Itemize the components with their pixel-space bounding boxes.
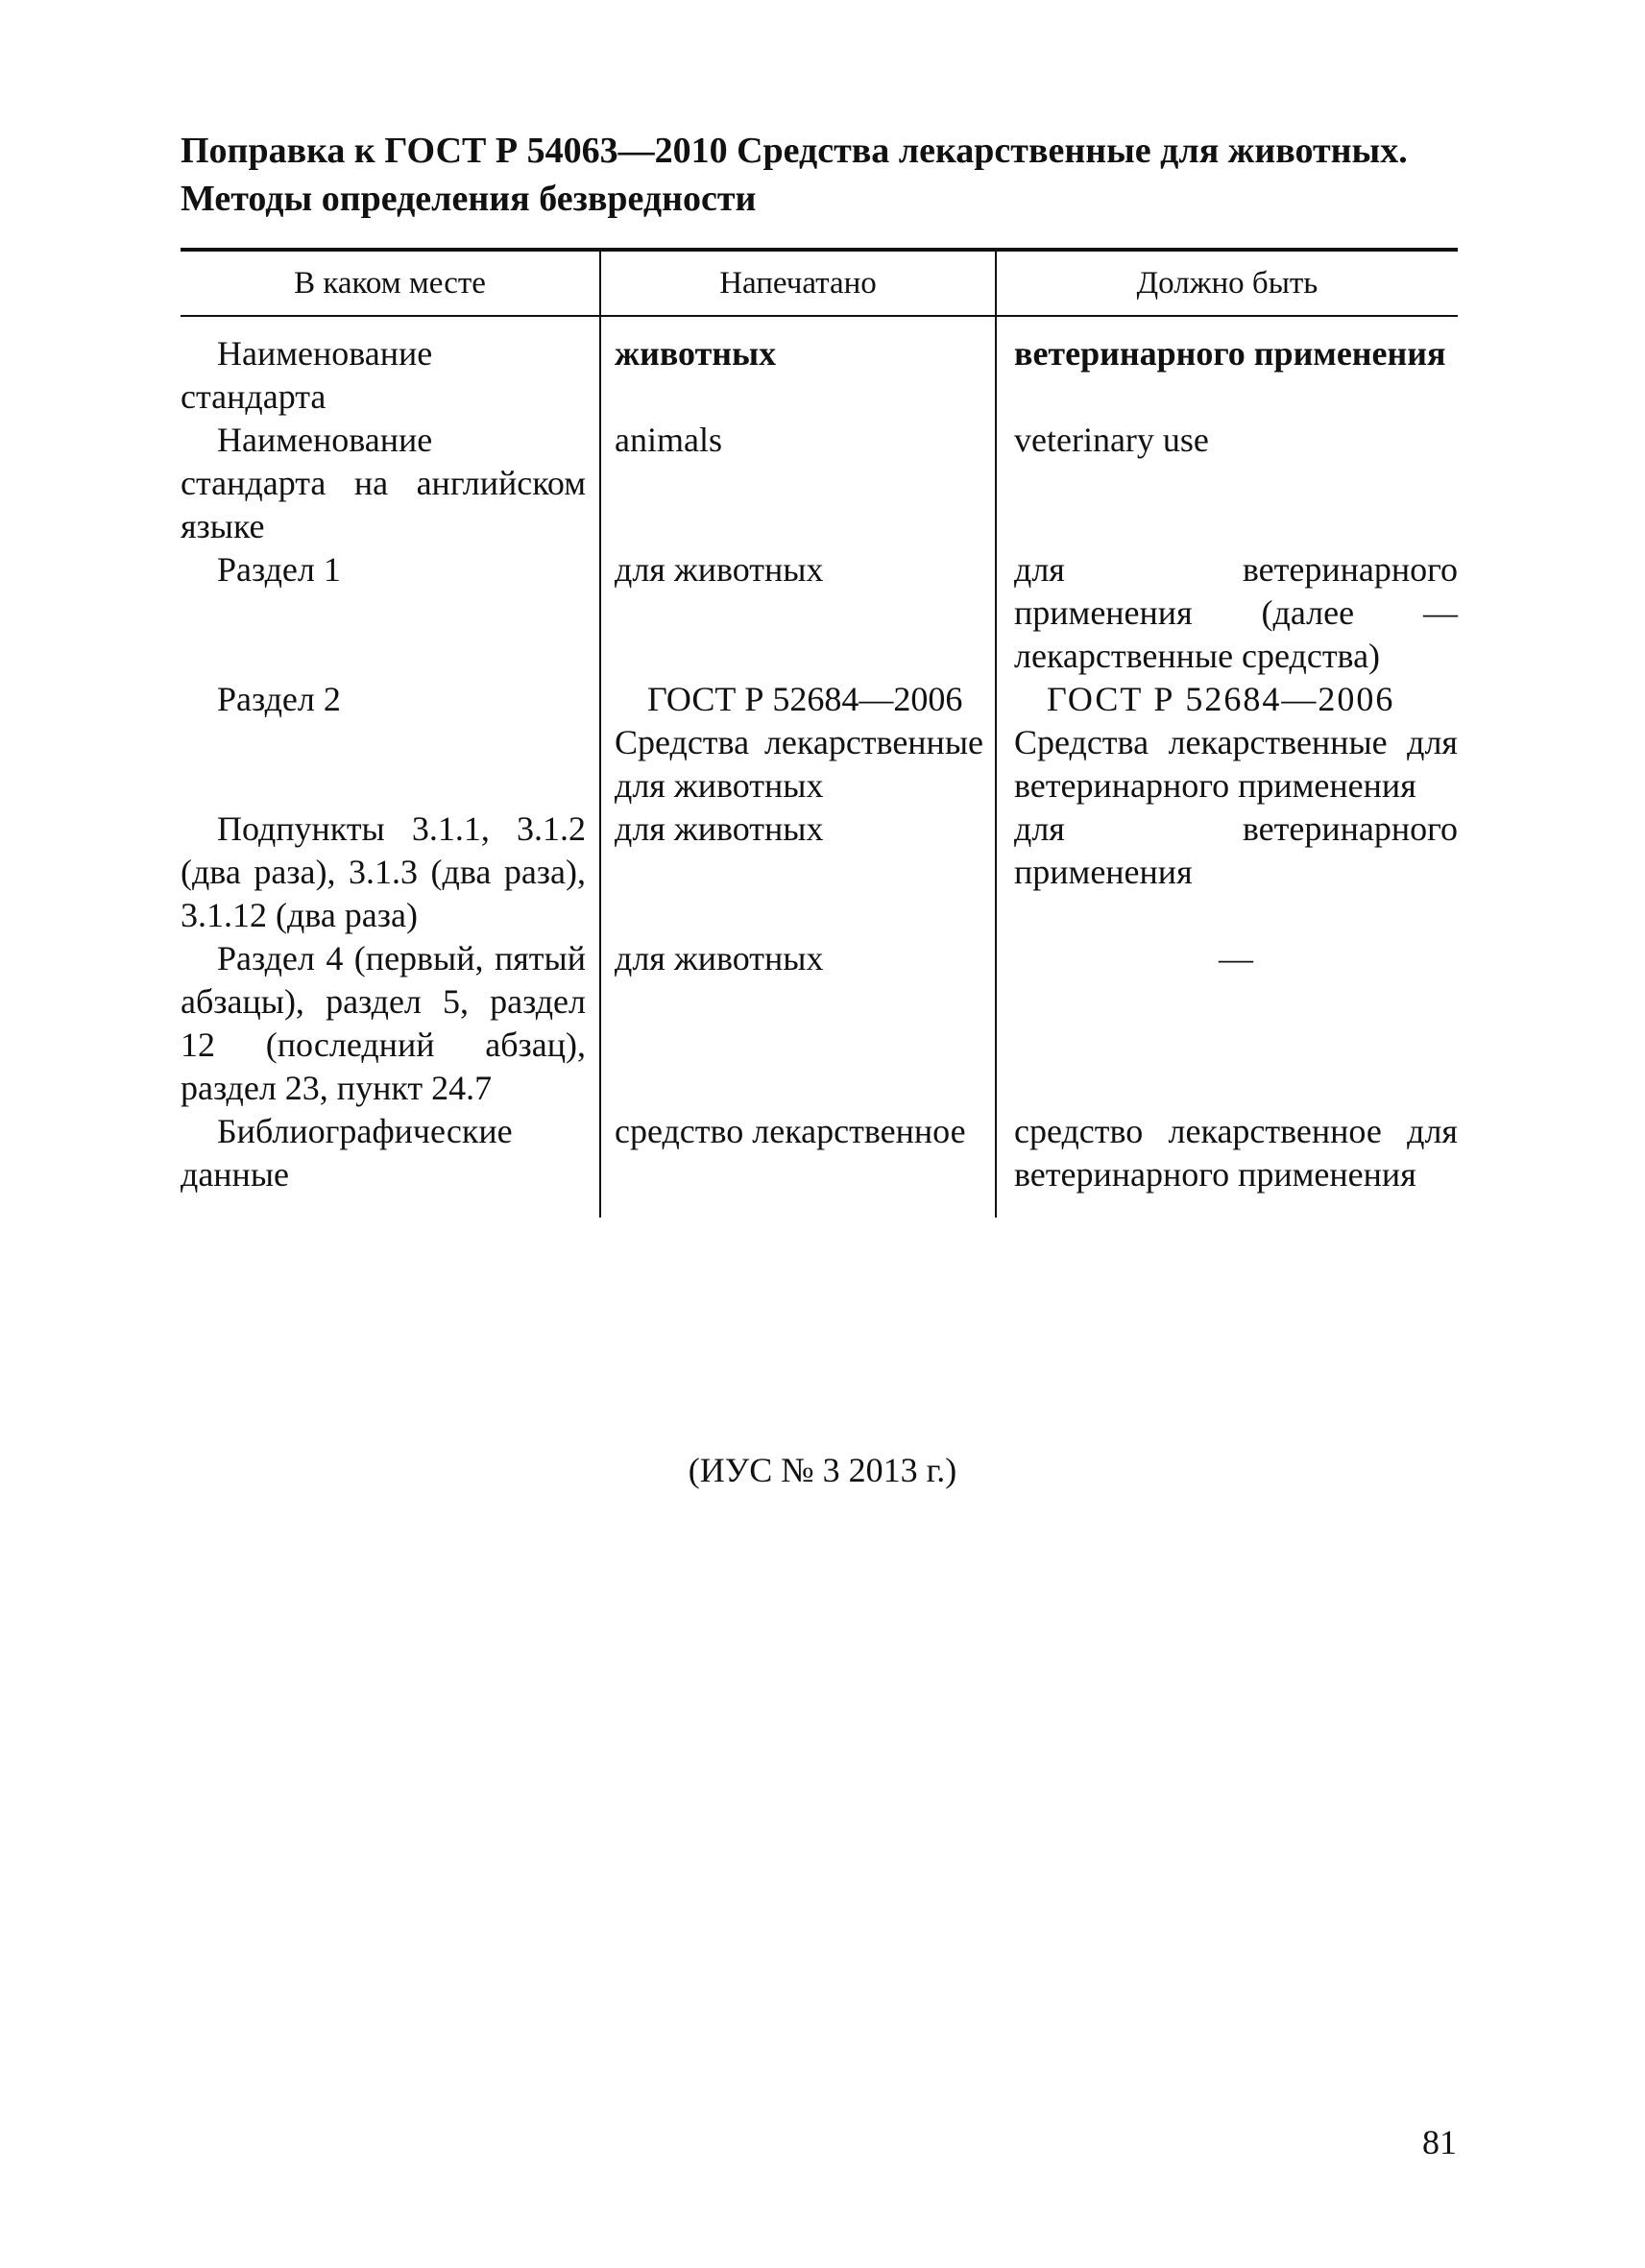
should-be-cell: ветеринарного применения xyxy=(996,316,1458,419)
table-row xyxy=(181,678,1458,808)
place-cell: Раздел 1 xyxy=(217,550,341,589)
should-be-cell xyxy=(996,678,1458,808)
title-line-2: Методы определения безвредности xyxy=(181,179,757,219)
should-be-cell: средство лекарственное для ветеринарного применения xyxy=(996,1110,1458,1218)
table-row xyxy=(181,808,1458,937)
place-cell: Раздел 2 xyxy=(217,680,341,718)
printed-standard-ref: ГОСТ Р 52684—2006 xyxy=(647,680,963,718)
printed-cell: animals xyxy=(600,419,996,548)
should-be-standard-name: Средства лекарственные для ветеринарного применения xyxy=(1014,723,1458,805)
table-row xyxy=(181,937,1458,1110)
column-header-place: В каком месте xyxy=(181,250,600,316)
printed-cell: для животных xyxy=(600,548,996,678)
should-be-cell: для ветеринарного применения xyxy=(996,808,1458,937)
page-number: 81 xyxy=(1422,2123,1457,2161)
place-cell: Библиографические данные xyxy=(181,1112,513,1194)
table-row xyxy=(181,316,1458,419)
should-be-cell: для ветеринарного применения (далее — лекарственные средства) xyxy=(996,548,1458,678)
place-cell: Наименование стандарта xyxy=(181,334,433,416)
should-be-standard-ref: ГОСТ Р 52684—2006 xyxy=(1047,680,1395,718)
correction-table xyxy=(181,248,1458,1218)
column-header-should-be: Должно быть xyxy=(996,250,1458,316)
document-title xyxy=(181,127,1467,223)
source-reference: (ИУС № 3 2013 г.) xyxy=(688,1451,957,1489)
place-cell: Подпункты 3.1.1, 3.1.2 (два раза), 3.1.3 (два раза), 3.1.12 (два раза) xyxy=(181,809,586,934)
table-row xyxy=(181,1110,1458,1218)
column-header-printed: Напечатано xyxy=(600,250,996,316)
table-row xyxy=(181,419,1458,548)
place-cell: Раздел 4 (первый, пятый абзацы), раздел 5, раздел 12 (последний абзац), раздел 23, пункт 24.7 xyxy=(181,939,586,1107)
printed-cell: животных xyxy=(600,316,996,419)
printed-standard-name: Средства лекарственные для животных xyxy=(615,723,983,805)
should-be-cell: — xyxy=(996,937,1458,1110)
table-row xyxy=(181,548,1458,678)
should-be-cell: veterinary use xyxy=(996,419,1458,548)
table-header-row xyxy=(181,250,1458,316)
place-cell: Наименование стандарта на английском языке xyxy=(181,421,586,545)
printed-cell xyxy=(600,678,996,808)
printed-cell: средство лекарственное xyxy=(600,1110,996,1218)
printed-cell: для животных xyxy=(600,808,996,937)
printed-cell: для животных xyxy=(600,937,996,1110)
title-line-1: Поправка к ГОСТ Р 54063—2010 Средства лекарственные для животных. xyxy=(181,131,1408,171)
